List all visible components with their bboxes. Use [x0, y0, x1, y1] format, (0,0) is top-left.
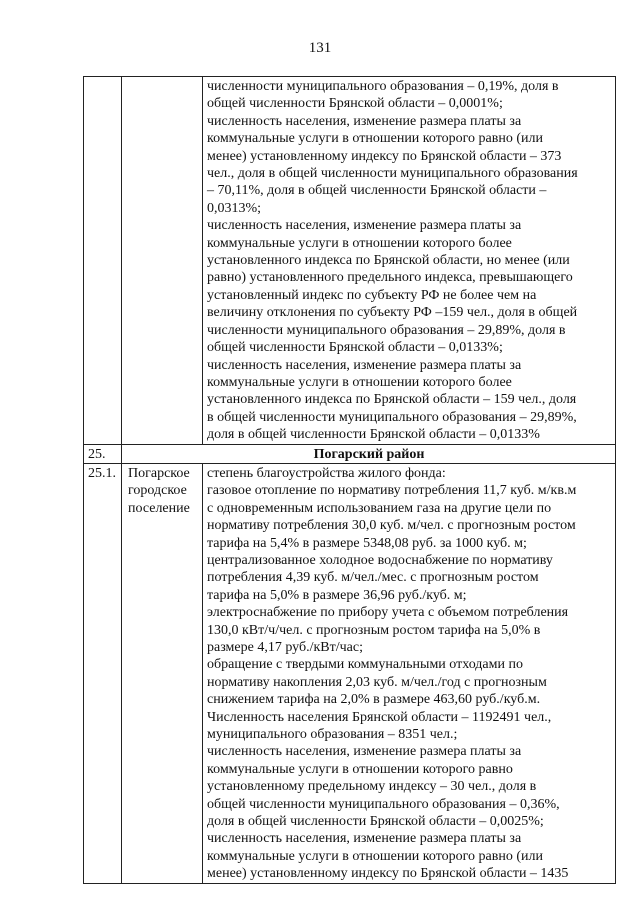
table-row-settlement	[84, 463, 616, 883]
text-line: централизованное холодное водоснабжение по нормативу	[207, 552, 553, 568]
text-line: коммунальные услуги в отношении которого равно	[207, 761, 513, 777]
settlement-name	[128, 465, 199, 517]
settlement-name-line: Погарское	[128, 465, 190, 481]
text-line: электроснабжение по прибору учета с объемом потребления	[207, 605, 569, 621]
text-line: установленного индекса по Брянской области, но менее (или	[207, 253, 570, 269]
text-line: численности муниципального образования – 29,89%, доля в	[207, 322, 566, 338]
text-line: численность населения, изменение размера платы за	[207, 744, 522, 760]
text-line: численность населения, изменение размера платы за	[207, 218, 522, 234]
text-line: обращение с твердыми коммунальными отходами по	[207, 657, 523, 673]
text-line: численность населения, изменение размера платы за	[207, 357, 522, 373]
text-line: газовое отопление по нормативу потребления 11,7 куб. м/кв.м	[207, 483, 577, 499]
settlement-name-cell	[122, 77, 203, 445]
page-number: 131	[308, 40, 332, 56]
text-line: чел., доля в общей численности муниципального образования	[207, 166, 578, 182]
text-line: 0,0313%;	[207, 200, 262, 216]
table-row-district	[84, 444, 616, 463]
settlement-text	[207, 465, 612, 883]
text-line: снижением тарифа на 2,0% в размере 463,60 руб./куб.м.	[207, 692, 541, 708]
settlement-name-line: поселение	[128, 500, 190, 516]
text-line: доля в общей численности Брянской области – 0,0133%	[207, 427, 540, 443]
text-line: тарифа на 5,4% в размере 5348,08 руб. за 1000 куб. м;	[207, 535, 527, 551]
text-line: – 70,11%, доля в общей численности Брянской области –	[207, 183, 547, 199]
continuation-text	[207, 78, 612, 444]
text-line: численности муниципального образования – 0,19%, доля в	[207, 79, 559, 94]
text-line: менее) установленному индексу по Брянской области – 373	[207, 148, 562, 164]
text-line: численность населения, изменение размера платы за	[207, 831, 522, 847]
text-line: с одновременным использованием газа на другие цели по	[207, 500, 552, 516]
text-line: Численность населения Брянской области – 1192491 чел.,	[207, 709, 552, 725]
text-line: потребления 4,39 куб. м/чел./мес. с прогнозным ростом	[207, 570, 539, 586]
text-line: 130,0 кВт/ч/чел. с прогнозным ростом тарифа на 5,0% в	[207, 622, 541, 638]
text-line: коммунальные услуги в отношении которого равно (или	[207, 848, 543, 864]
text-line: муниципального образования – 8351 чел.;	[207, 727, 458, 743]
text-line: общей численности муниципального образования – 0,36%,	[207, 796, 560, 812]
text-line: нормативу накопления 2,03 куб. м/чел./год с прогнозным	[207, 674, 547, 690]
text-line: коммунальные услуги в отношении которого более	[207, 374, 512, 390]
text-line: равно) установленного предельного индекса, превышающего	[207, 270, 573, 286]
text-line: размере 4,17 руб./кВт/час;	[207, 640, 363, 655]
table-row-continuation	[84, 77, 616, 445]
row-number-cell	[84, 77, 122, 445]
settlement-number: 25.1.	[84, 463, 122, 883]
text-line: тарифа на 5,0% в размере 36,96 руб./куб. м;	[207, 587, 467, 603]
text-line: установленного индекса по Брянской области – 159 чел., доля	[207, 392, 577, 408]
document-table	[83, 76, 616, 884]
text-line: численность населения, изменение размера платы за	[207, 113, 522, 129]
text-line: доля в общей численности Брянской области – 0,0025%;	[207, 814, 544, 830]
text-line: степень благоустройства жилого фонда:	[207, 465, 446, 481]
text-line: нормативу потребления 30,0 куб. м/чел. с прогнозным ростом	[207, 518, 576, 534]
text-line: величину отклонения по субъекту РФ –159 чел., доля в общей	[207, 305, 578, 321]
district-heading: Погарский район	[122, 444, 616, 463]
text-line: в общей численности муниципального образования – 29,89%,	[207, 409, 577, 425]
text-line: коммунальные услуги в отношении которого более	[207, 235, 512, 251]
text-line: общей численности Брянской области – 0,0133%;	[207, 340, 503, 356]
settlement-name-line: городское	[128, 483, 187, 499]
description-cell	[203, 77, 616, 445]
text-line: коммунальные услуги в отношении которого равно (или	[207, 131, 543, 147]
text-line: установленному предельному индексу – 30 чел., доля в	[207, 779, 537, 795]
text-line: менее) установленному индексу по Брянской области – 1435	[207, 866, 569, 882]
text-line: общей численности Брянской области – 0,0001%;	[207, 96, 503, 112]
text-line: установленный индекс по субъекту РФ не более чем на	[207, 287, 537, 303]
district-number: 25.	[84, 444, 122, 463]
description-cell	[203, 463, 616, 883]
settlement-name-cell	[122, 463, 203, 883]
